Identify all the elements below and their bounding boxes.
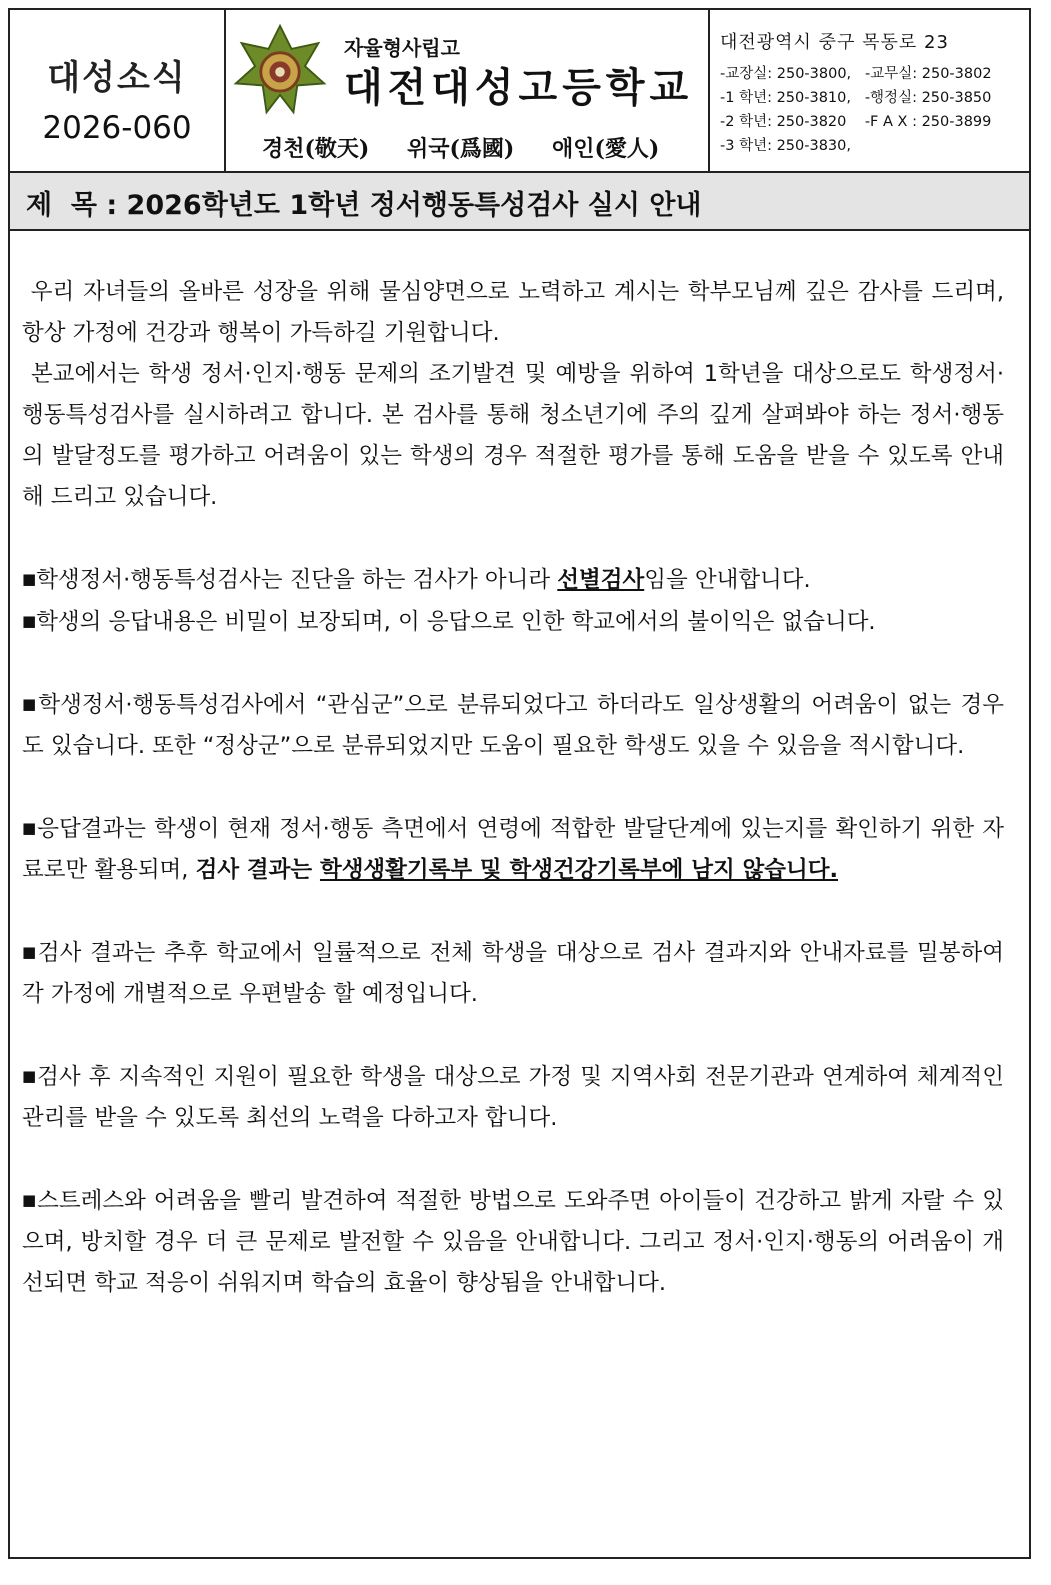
school-identity: [226, 10, 710, 171]
motto-item: 경천(敬天): [262, 136, 370, 162]
motto-item: 위국(爲國): [407, 136, 515, 162]
intro-paragraph: 우리 자녀들의 올바른 성장을 위해 물심양면으로 노력하고 계시는 학부모님께 깊은 감사를 드리며, 항상 가정에 건강과 행복이 가득하길 기원합니다.: [22, 279, 1004, 346]
letter-body: [22, 272, 1004, 1304]
bullet-item: ■학생의 응답내용은 비밀이 보장되며, 이 응답으로 인한 학교에서의 불이익은 없습니다.: [22, 609, 876, 635]
contact-info: [710, 10, 1029, 171]
newsletter-id-box: [10, 10, 226, 171]
bullet-item: ■검사 후 지속적인 지원이 필요한 학생을 대상으로 가정 및 지역사회 전문기관과 연계하여 체계적인 관리를 받을 수 있도록 최선의 노력을 다하고자 합니다.: [22, 1064, 1004, 1131]
letterhead: [10, 10, 1029, 173]
bullet-item: ■스트레스와 어려움을 빨리 발견하여 적절한 방법으로 도와주면 아이들이 건강하고 밝게 자랄 수 있으며, 방치할 경우 더 큰 문제로 발전할 수 있음을 안내합니다. 그리고 정서·인지·행동의 어려움이 개선되면 학교 적응이 쉬워지며 학습의 효율이 향상됨을 안내합니다.: [22, 1188, 1004, 1296]
school-type: 자율형사립고: [344, 36, 460, 60]
subject-title: 제 목 : 2026학년도 1학년 정서행동특성검사 실시 안내: [26, 190, 702, 221]
newsletter-number: 2026-060: [42, 110, 192, 146]
emphasis-text: 학생생활기록부 및 학생건강기록부에 남지 않습니다.: [319, 857, 839, 883]
bullet-square-icon: ■: [22, 1067, 38, 1085]
bullet-item: ■응답결과는 학생이 현재 정서·행동 측면에서 연령에 적합한 발달단계에 있는지를 확인하기 위한 자료로만 활용되며, 검사 결과는 학생생활기록부 및 학생건강기록부에 남지 않습니다.: [22, 816, 1004, 883]
bullet-square-icon: ■: [22, 695, 39, 713]
phone-line: -2 학년: 250-3820 -F A X : 250-3899: [720, 114, 992, 130]
bullet-square-icon: ■: [22, 819, 38, 837]
intro-paragraph: 본교에서는 학생 정서·인지·행동 문제의 조기발견 및 예방을 위하여 1학년을 대상으로도 학생정서·행동특성검사를 실시하려고 합니다. 본 검사를 통해 청소년기에 주의 깊게 살펴봐야 하는 정서·행동의 발달정도를 평가하고 어려움이 있는 학생의 경우 적절한 평가를 통해 도움을 받을 수 있도록 안내해 드리고 있습니다.: [22, 361, 1004, 510]
bullet-item: ■학생정서·행동특성검사는 진단을 하는 검사가 아니라 선별검사임을 안내합니다.: [22, 567, 811, 593]
emphasis-text: 선별검사: [557, 567, 645, 593]
bullet-square-icon: ■: [22, 1191, 38, 1209]
newsletter-title: 대성소식: [47, 58, 187, 98]
bullet-square-icon: ■: [22, 943, 38, 961]
phone-line: -3 학년: 250-3830,: [720, 138, 851, 154]
school-motto: [262, 132, 689, 163]
bullet-item: ■학생정서·행동특성검사에서 “관심군”으로 분류되었다고 하더라도 일상생활의 어려움이 없는 경우도 있습니다. 또한 “정상군”으로 분류되었지만 도움이 필요한 학생도 있을 수 있음을 적시합니다.: [22, 692, 1004, 759]
bullet-item: ■검사 결과는 추후 학교에서 일률적으로 전체 학생을 대상으로 검사 결과지와 안내자료를 밀봉하여 각 가정에 개별적으로 우편발송 할 예정입니다.: [22, 940, 1004, 1007]
phone-list: [720, 62, 992, 158]
subject-bar: [10, 173, 1029, 231]
bullet-square-icon: ■: [22, 612, 37, 630]
phone-line: -1 학년: 250-3810, -행정실: 250-3850: [720, 90, 992, 106]
school-name: 대전대성고등학교: [344, 65, 694, 111]
school-address: 대전광역시 중구 목동로 23: [720, 32, 949, 53]
motto-item: 애인(愛人): [552, 136, 660, 162]
school-emblem-icon: [232, 22, 328, 118]
phone-line: -교장실: 250-3800, -교무실: 250-3802: [720, 66, 992, 82]
bullet-square-icon: ■: [22, 570, 37, 588]
